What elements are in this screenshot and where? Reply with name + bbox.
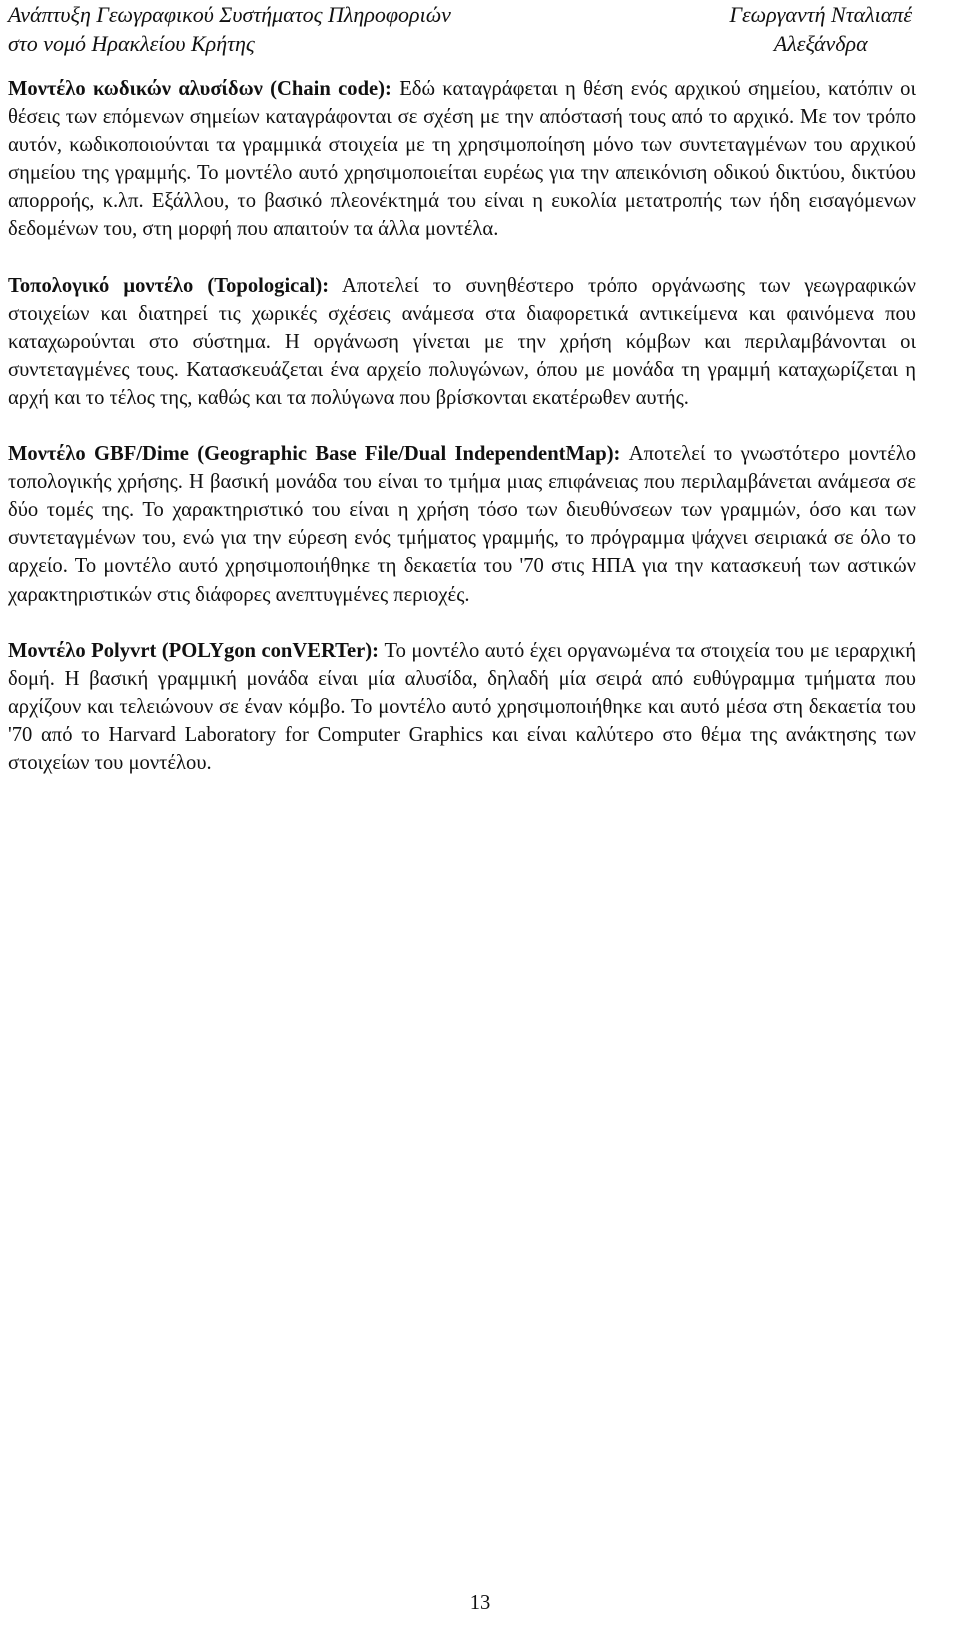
paragraph-term: Μοντέλο Polyvrt (POLYgon conVERTer):	[8, 639, 379, 662]
header-author-line1: Γεωργαντή Νταλιαπέ	[729, 2, 912, 27]
page-header	[8, 0, 912, 66]
document-body	[8, 75, 916, 805]
header-author-block	[729, 0, 912, 58]
header-author-line2: Αλεξάνδρα	[773, 31, 868, 56]
header-title-line1: Ανάπτυξη Γεωγραφικού Συστήματος Πληροφοριών	[8, 2, 451, 27]
paragraph-term: Μοντέλο κωδικών αλυσίδων (Chain code):	[8, 78, 392, 100]
paragraph-term: Μοντέλο GBF/Dime (Geographic Base File/Dual IndependentMap):	[8, 443, 621, 466]
paragraph-topological	[8, 272, 916, 412]
paragraph-text: Αποτελεί το συνηθέστερο τρόπο οργάνωσης των γεωγραφικών στοιχείων και διατηρεί τις χωρικές σχέσεις ανάμεσα στα διαφορετικά αντικείμενα και φαινόμενα που καταχωρούνται στο σύστημα. Η οργάνωση γίνεται με την χρήση κόμβων και περιλαμβάνονται οι συντεταγμένες τους. Κατασκευάζεται ένα αρχείο πολυγώνων, όπου με μονάδα τη γραμμή καταχωρίζεται η αρχή και το τέλος της, καθώς και τα πολύγωνα που βρίσκονται εκατέρωθεν αυτής.	[8, 274, 916, 409]
paragraph-text: Εδώ καταγράφεται η θέση ενός αρχικού σημείου, κατόπιν οι θέσεις των επόμενων σημείων καταγράφονται σε σχέση με την απόστασή τους από το αρχικό. Με τον τρόπο αυτόν, κωδικοποιούνται τα γραμμικά στοιχεία με τη χρησιμοποίηση μόνο των συντεταγμένων του αρχικού σημείου της γραμμής. Το μοντέλο αυτό χρησιμοποιείται ευρέως για την απεικόνιση οδικού δικτύου, δικτύου απορροής, κ.λπ. Εξάλλου, το βασικό πλεονέκτημά του είναι η ευκολία μετατροπής των ήδη εισαγόμενων δεδομένων του, στη μορφή που απαιτούν τα άλλα μοντέλα.	[8, 78, 916, 241]
paragraph-gbf-dime	[8, 440, 916, 609]
page-number: 13	[469, 1592, 491, 1614]
paragraph-polyvrt	[8, 637, 916, 777]
paragraph-text: Το μοντέλο αυτό έχει οργανωμένα τα στοιχεία του με ιεραρχική δομή. Η βασική γραμμική μονάδα είναι μία αλυσίδα, δηλαδή μία σειρά από ευθύγραμμα τμήματα που αρχίζουν και τελειώνουν σε έναν κόμβο. Το μοντέλο αυτό χρησιμοποιήθηκε και αυτό μέσα στη δεκαετία του '70 από το Harvard Laboratory for Computer Graphics και είναι καλύτερο στο θέμα της ανάκτησης των στοιχείων του μοντέλου.	[8, 639, 917, 774]
header-title-line2: στο νομό Ηρακλείου Κρήτης	[8, 31, 255, 56]
paragraph-chain-code	[8, 75, 916, 244]
paragraph-term: Τοπολογικό μοντέλο (Topological):	[8, 274, 330, 297]
header-title-block	[8, 0, 451, 58]
paragraph-text: Αποτελεί το γνωστότερο μοντέλο τοπολογικής χρήσης. Η βασική μονάδα του είναι το τμήμα μιας επιφάνειας που περιλαμβάνεται ανάμεσα σε δύο τομές της. Το χαρακτηριστικό του είναι η χρήση τόσο των διευθύνσεων των γραμμών, όσο και των συντεταγμένων του, ενώ για την εύρεση ενός τμήματος γραμμής, το πρόγραμμα ψάχνει σειριακά σε όλο το αρχείο. Το μοντέλο αυτό χρησιμοποιήθηκε τη δεκαετία του '70 στις ΗΠΑ για την κατασκευή των αστικών χαρακτηριστικών στις διάφορες ανεπτυγμένες περιοχές.	[8, 443, 916, 606]
